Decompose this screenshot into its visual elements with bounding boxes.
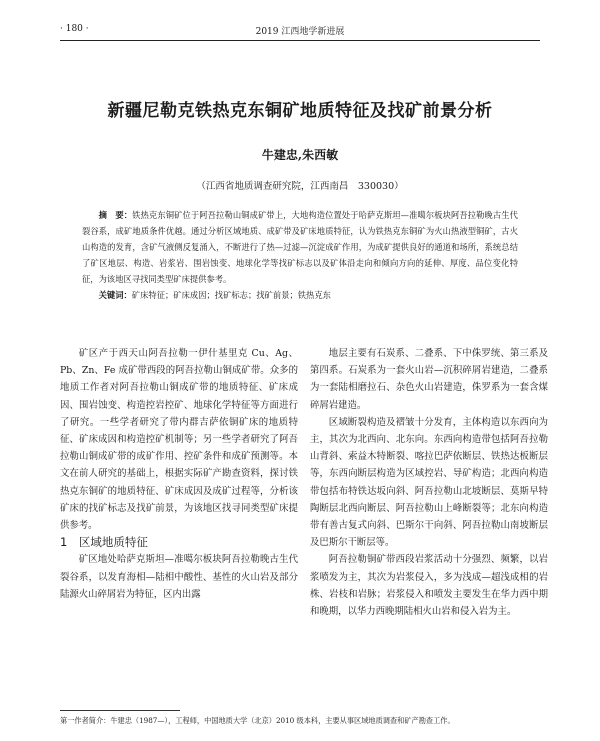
structure-paragraph: 区域断裂构造及褶皱十分发育，主体构造以东西向为主，其次为北西向、北东向。东西向构造带包括阿吾拉勒山背斜、索益木特断裂、喀拉巴萨依断层、铁热达板断层等，东西向断层构造为区域控岩、导矿构造；北西向构造带包括布特铁达坂向斜、阿吾拉勒山北坡断层、莫斯早特陶断层北西向断层、阿吾拉勒山上峰断裂等；北东向构造带有善古复式向斜、巴斯尔干向斜、阿吾拉勒山南坡断层及巴斯尔干断层等。: [310, 416, 548, 549]
abstract-label: 摘 要：: [98, 210, 133, 220]
paper-title: 新疆尼勒克铁热克东铜矿地质特征及找矿前景分析: [107, 101, 493, 121]
abstract-text: 铁热克东铜矿位于阿吾拉勒山铜成矿带上，大地构造位置处于哈萨克斯坦—准噶尔板块阿吾拉勒晚古生代裂谷系，成矿地质条件优越。通过分析区域地质、成矿带及矿床地质特征，认为铁热克东铜矿为火山热液型铜矿，古火山构造的发育，含矿气液侧反复涌入，不断进行了热—过滤—沉淀成矿作用，为成矿提供良好的通道和场所，系统总结了矿区地层、构造、岩浆岩、围岩蚀变、地球化学等找矿标志以及矿体沿走向和倾向方向的延伸、厚度、品位变化特征，为该地区寻找同类型矿床提供参考。: [82, 210, 518, 284]
page-number: · 180 ·: [60, 24, 89, 34]
magmatism-paragraph: 阿吾拉勒铜矿带西段岩浆活动十分强烈、频繁，以岩浆喷发为主，其次为岩浆侵入，多为浅成—超浅成相的岩株、岩枝和岩脉；岩浆侵入和喷发主要发生在华力西中期和晚期，以华力西晚期陆相火山岩和侵入岩为主。: [310, 554, 548, 618]
abstract: [82, 207, 518, 287]
section-heading-1: 1 区域地质特征: [60, 535, 148, 550]
left-column: [60, 345, 298, 603]
keywords-label: 关键词：: [98, 290, 132, 300]
keywords-text: 矿床特征；矿床成因；找矿标志；找矿前景；铁热克东: [131, 290, 331, 300]
regional-geology-paragraph: 矿区地处哈萨克斯坦—准噶尔板块阿吾拉勒晚古生代裂谷系，以发育海相—陆相中酸性、基性的火山岩及部分陆源火山碎屑岩为特征，区内出露: [60, 554, 298, 600]
footnote-rule: [60, 710, 180, 711]
footnote: 第一作者简介：牛建忠（1987—），工程师，中国地质大学（北京）2010 级本科，主要从事区域地质调查和矿产勘查工作。: [60, 716, 455, 725]
running-header: [60, 24, 540, 38]
intro-paragraph: 矿区产于西天山阿吾拉勒一伊什基里克 Cu、Ag、Pb、Zn、Fe 成矿带西段的阿吾拉勒山铜成矿带。众多的地质工作者对阿吾拉勒山铜成矿带的地质特征、矿床成因、围岩蚀变、构造控岩控矿、地球化学特征等方面进行了研究。一些学者研究了带内群吉萨依铜矿床的地质特征、矿床成因和构造控矿机制等；另一些学者研究了阿吾拉勒山铜成矿带的成矿作用、控矿条件和成矿预测等。本文在前人研究的基础上，根据实际矿产勘查资料，探讨铁热克东铜矿的地质特征、矿床成因及成矿过程等，分析该矿床的找矿标志及找矿前景，为该地区找寻同类型矿床提供参考。: [60, 348, 298, 532]
journal-name: 2019 江西地学新进展: [255, 27, 345, 37]
authors: 牛建忠,朱西敏: [261, 148, 339, 162]
keywords: [82, 287, 518, 303]
affiliation: （江西省地质调查研究院，江西南昌 330030）: [196, 181, 404, 192]
header-rule: [60, 40, 540, 41]
strata-paragraph: 地层主要有石炭系、二叠系、下中侏罗统、第三系及第四系。石炭系为一套火山岩—沉积碎屑岩建造，二叠系为一套陆相磨拉石、杂色火山岩建造，侏罗系为一套含煤碎屑岩建造。: [310, 348, 548, 411]
right-column: [310, 345, 548, 620]
